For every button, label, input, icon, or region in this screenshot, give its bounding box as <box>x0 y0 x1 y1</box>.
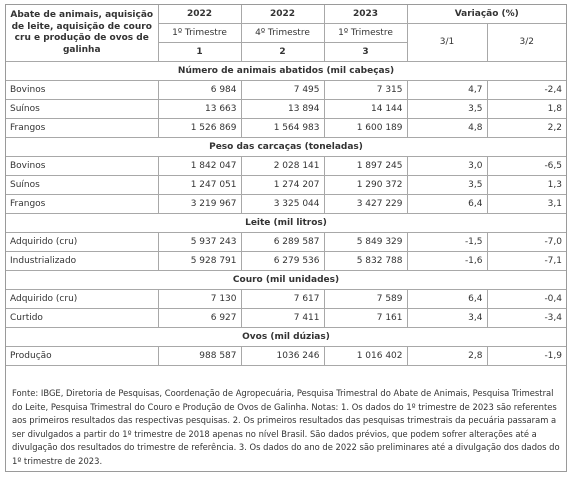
year-header-col1: 2022 <box>158 5 241 24</box>
value-q1-2022: 3 219 967 <box>158 195 241 214</box>
variation-3-1: 2,8 <box>407 347 487 366</box>
livestock-statistics-table <box>6 5 566 366</box>
statistics-table-frame <box>5 4 567 472</box>
value-q1-2022: 5 937 243 <box>158 233 241 252</box>
year-header-col3: 2023 <box>324 5 407 24</box>
variation-3-1: -1,6 <box>407 252 487 271</box>
variation-3-2: -0,4 <box>487 290 566 309</box>
value-q1-2023: 1 897 245 <box>324 157 407 176</box>
quarter-header-col3: 1º Trimestre <box>324 24 407 43</box>
value-q1-2022: 988 587 <box>158 347 241 366</box>
value-q1-2023: 1 290 372 <box>324 176 407 195</box>
table-row <box>6 157 566 176</box>
table-row <box>6 309 566 328</box>
row-label: Produção <box>6 347 158 366</box>
table-corner-label: Abate de animais, aquisição de leite, aquisição de couro cru e produção de ovos de galinha <box>6 5 158 62</box>
row-label: Frangos <box>6 195 158 214</box>
value-q1-2022: 13 663 <box>158 100 241 119</box>
value-q1-2022: 1 247 051 <box>158 176 241 195</box>
variation-3-1: 3,4 <box>407 309 487 328</box>
variation-3-2: -7,1 <box>487 252 566 271</box>
value-q1-2023: 7 589 <box>324 290 407 309</box>
index-header-col2: 2 <box>241 43 324 62</box>
table-row <box>6 195 566 214</box>
section-header-row <box>6 214 566 233</box>
value-q4-2022: 1036 246 <box>241 347 324 366</box>
value-q1-2023: 7 315 <box>324 81 407 100</box>
section-title: Ovos (mil dúzias) <box>6 328 566 347</box>
section-header-row <box>6 62 566 81</box>
section-title: Leite (mil litros) <box>6 214 566 233</box>
quarter-header-col1: 1º Trimestre <box>158 24 241 43</box>
variation-3-2: -3,4 <box>487 309 566 328</box>
row-label: Frangos <box>6 119 158 138</box>
table-row <box>6 290 566 309</box>
variation-3-2: -6,5 <box>487 157 566 176</box>
year-header-col2: 2022 <box>241 5 324 24</box>
value-q4-2022: 7 495 <box>241 81 324 100</box>
table-row <box>6 176 566 195</box>
value-q1-2023: 7 161 <box>324 309 407 328</box>
row-label: Suínos <box>6 100 158 119</box>
value-q1-2022: 1 526 869 <box>158 119 241 138</box>
row-label: Adquirido (cru) <box>6 233 158 252</box>
section-title: Número de animais abatidos (mil cabeças) <box>6 62 566 81</box>
variation-3-1: 3,0 <box>407 157 487 176</box>
row-label: Curtido <box>6 309 158 328</box>
variation-3-2: 1,3 <box>487 176 566 195</box>
table-row <box>6 252 566 271</box>
value-q4-2022: 13 894 <box>241 100 324 119</box>
value-q4-2022: 6 289 587 <box>241 233 324 252</box>
table-row <box>6 119 566 138</box>
value-q4-2022: 1 564 983 <box>241 119 324 138</box>
variation-3-2: 2,2 <box>487 119 566 138</box>
variation-3-2: -7,0 <box>487 233 566 252</box>
row-label: Industrializado <box>6 252 158 271</box>
quarter-header-col2: 4º Trimestre <box>241 24 324 43</box>
variation-3-1: 4,8 <box>407 119 487 138</box>
value-q1-2022: 1 842 047 <box>158 157 241 176</box>
section-header-row <box>6 328 566 347</box>
value-q1-2023: 5 849 329 <box>324 233 407 252</box>
value-q1-2023: 5 832 788 <box>324 252 407 271</box>
value-q1-2022: 6 927 <box>158 309 241 328</box>
value-q4-2022: 7 411 <box>241 309 324 328</box>
table-row <box>6 81 566 100</box>
value-q4-2022: 7 617 <box>241 290 324 309</box>
row-label: Bovinos <box>6 81 158 100</box>
value-q4-2022: 3 325 044 <box>241 195 324 214</box>
variation-3-2: 1,8 <box>487 100 566 119</box>
row-label: Bovinos <box>6 157 158 176</box>
variation-3-1-header: 3/1 <box>407 24 487 62</box>
table-row <box>6 347 566 366</box>
value-q1-2022: 6 984 <box>158 81 241 100</box>
variation-header: Variação (%) <box>407 5 566 24</box>
index-header-col1: 1 <box>158 43 241 62</box>
variation-3-2: -2,4 <box>487 81 566 100</box>
row-label: Adquirido (cru) <box>6 290 158 309</box>
variation-3-1: 4,7 <box>407 81 487 100</box>
value-q1-2023: 1 600 189 <box>324 119 407 138</box>
value-q1-2023: 14 144 <box>324 100 407 119</box>
section-header-row <box>6 271 566 290</box>
table-row <box>6 233 566 252</box>
value-q1-2023: 1 016 402 <box>324 347 407 366</box>
variation-3-1: 3,5 <box>407 100 487 119</box>
value-q4-2022: 6 279 536 <box>241 252 324 271</box>
section-title: Peso das carcaças (toneladas) <box>6 138 566 157</box>
variation-3-1: -1,5 <box>407 233 487 252</box>
variation-3-1: 3,5 <box>407 176 487 195</box>
value-q4-2022: 1 274 207 <box>241 176 324 195</box>
section-header-row <box>6 138 566 157</box>
value-q4-2022: 2 028 141 <box>241 157 324 176</box>
source-and-notes: Fonte: IBGE, Diretoria de Pesquisas, Coordenação de Agropecuária, Pesquisa Trimestral do Abate de Animais, Pesquisa Trimestral do Leite, Pesquisa Trimestral do Couro e Produção de Ovos de Galinha. Notas: 1. Os dados do 1º trimestre de 2023 são referentes aos primeiros resultados das respectivas pesquisas. 2. Os primeiros resultados das pesquisas trimestrais da pecuária passaram a ser divulgados a partir do 1º trimestre de 2018 apenas no nível Brasil. São dados prévios, que podem sofrer alterações até a divulgação dos resultados do trimestre de referência. 3. Os dados do ano de 2022 são preliminares até a divulgação dos dados do 1º trimestre de 2023. <box>12 388 560 466</box>
value-q1-2022: 7 130 <box>158 290 241 309</box>
variation-3-2: -1,9 <box>487 347 566 366</box>
section-title: Couro (mil unidades) <box>6 271 566 290</box>
index-header-col3: 3 <box>324 43 407 62</box>
variation-3-1: 6,4 <box>407 290 487 309</box>
variation-3-2-header: 3/2 <box>487 24 566 62</box>
value-q1-2022: 5 928 791 <box>158 252 241 271</box>
row-label: Suínos <box>6 176 158 195</box>
value-q1-2023: 3 427 229 <box>324 195 407 214</box>
table-row <box>6 100 566 119</box>
variation-3-2: 3,1 <box>487 195 566 214</box>
variation-3-1: 6,4 <box>407 195 487 214</box>
